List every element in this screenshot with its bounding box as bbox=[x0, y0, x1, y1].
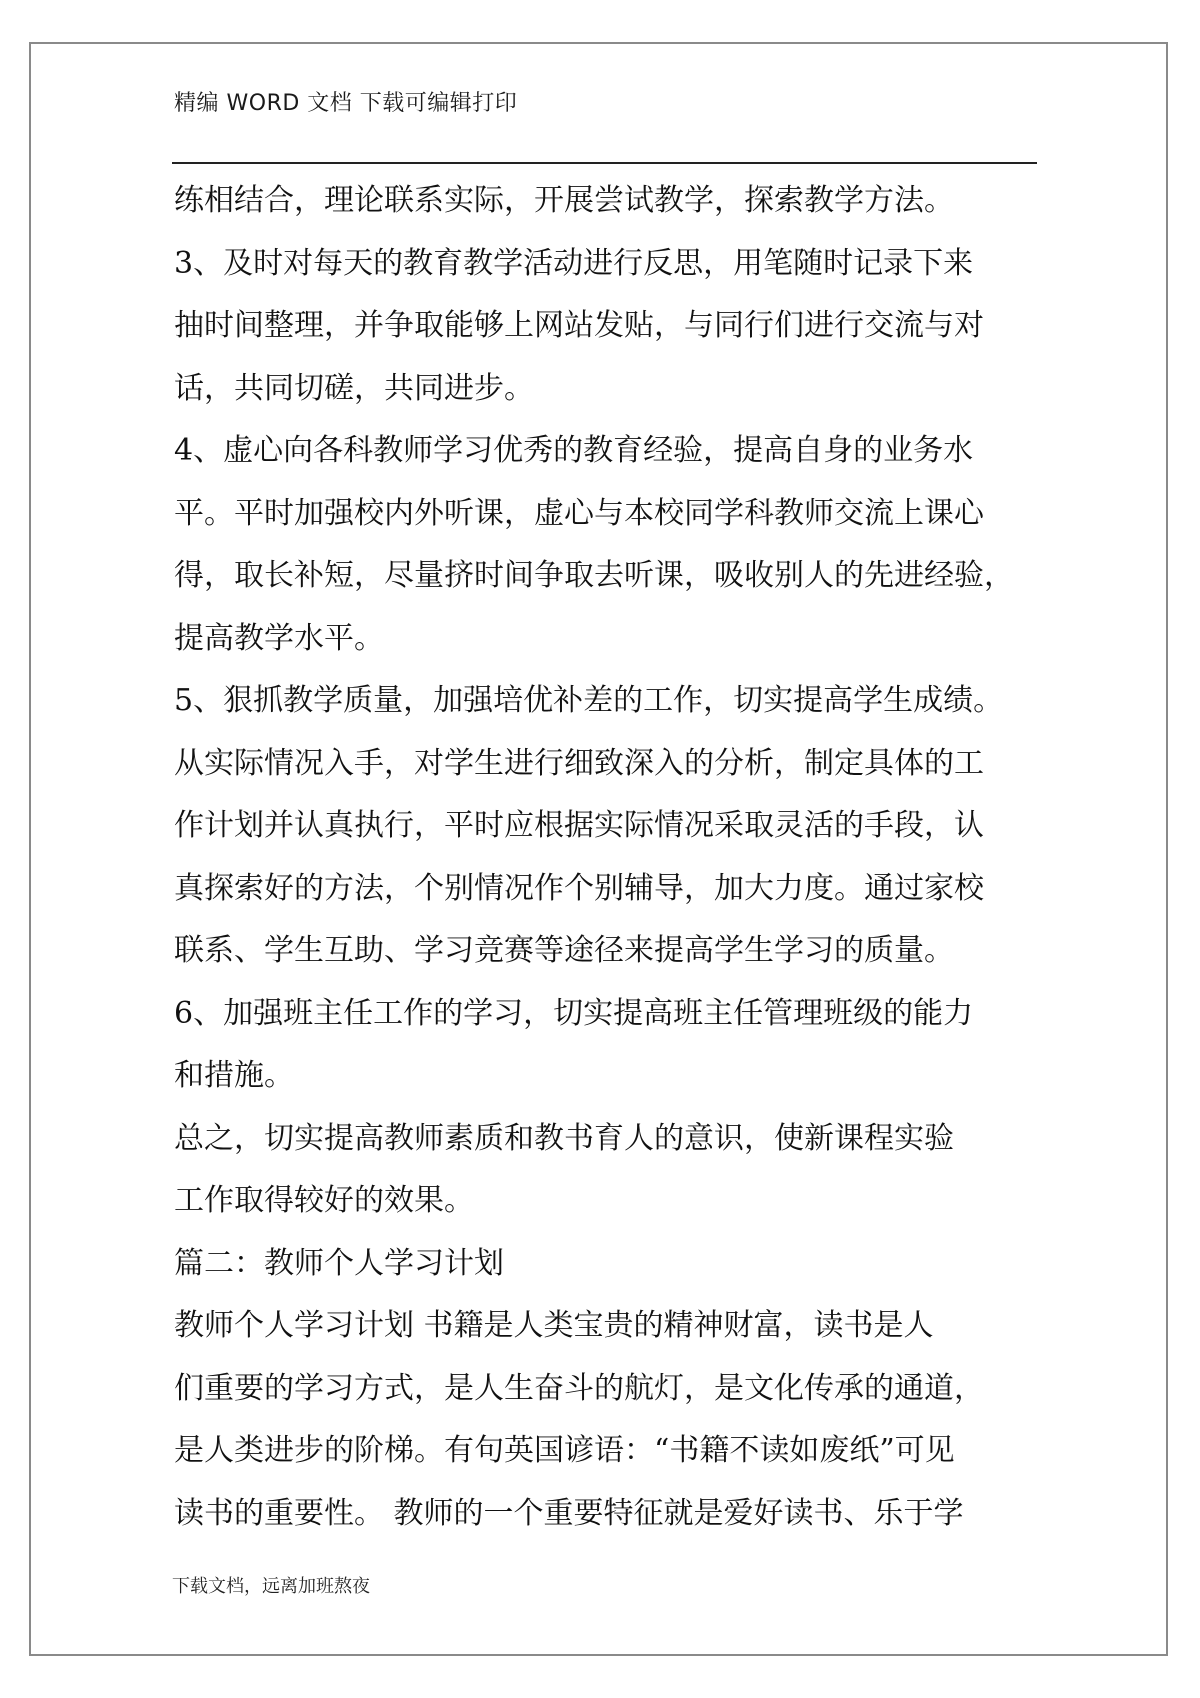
body-line: 从实际情况入手，对学生进行细致深入的分析，制定具体的工 bbox=[174, 745, 984, 781]
body-line: 们重要的学习方式，是人生奋斗的航灯，是文化传承的通道， bbox=[174, 1370, 984, 1406]
document-body bbox=[174, 170, 1030, 1545]
body-line: 6、加强班主任工作的学习，切实提高班主任管理班级的能力 bbox=[174, 995, 974, 1031]
body-line: 平。平时加强校内外听课，虚心与本校同学科教师交流上课心 bbox=[174, 495, 984, 531]
body-line: 抽时间整理，并争取能够上网站发贴，与同行们进行交流与对 bbox=[174, 308, 984, 343]
body-line: 5、狠抓教学质量，加强培优补差的工作，切实提高学生成绩。 bbox=[174, 683, 1004, 718]
body-line: 教师个人学习计划 书籍是人类宝贵的精神财富，读书是人 bbox=[174, 1308, 934, 1343]
body-line: 话，共同切磋，共同进步。 bbox=[174, 370, 534, 406]
body-line: 4、虚心向各科教师学习优秀的教育经验，提高自身的业务水 bbox=[174, 433, 974, 468]
document-footer: 下载文档，远离加班熬夜 bbox=[172, 1576, 370, 1597]
body-line: 联系、学生互助、学习竞赛等途径来提高学生学习的质量。 bbox=[174, 933, 954, 968]
section-heading: 篇二：教师个人学习计划 bbox=[174, 1245, 504, 1281]
body-line: 提高教学水平。 bbox=[174, 620, 384, 656]
body-line: 工作取得较好的效果。 bbox=[174, 1183, 474, 1218]
body-line: 总之，切实提高教师素质和教书育人的意识，使新课程实验 bbox=[174, 1120, 954, 1156]
body-line: 是人类进步的阶梯。有句英国谚语：“书籍不读如废纸”可见 bbox=[174, 1433, 955, 1468]
header-divider bbox=[172, 162, 1037, 164]
body-line: 练相结合，理论联系实际，开展尝试教学，探索教学方法。 bbox=[174, 183, 954, 218]
body-line: 和措施。 bbox=[174, 1058, 294, 1093]
document-header: 精编 WORD 文档 下载可编辑打印 bbox=[174, 91, 518, 116]
body-line: 读书的重要性。 教师的一个重要特征就是爱好读书、乐于学 bbox=[174, 1495, 964, 1531]
body-line: 作计划并认真执行，平时应根据实际情况采取灵活的手段，认 bbox=[174, 808, 984, 843]
body-line: 真探索好的方法，个别情况作个别辅导，加大力度。通过家校 bbox=[174, 870, 984, 906]
body-line: 得，取长补短，尽量挤时间争取去听课，吸收别人的先进经验， bbox=[174, 558, 1014, 593]
body-line: 3、及时对每天的教育教学活动进行反思，用笔随时记录下来 bbox=[174, 245, 974, 281]
